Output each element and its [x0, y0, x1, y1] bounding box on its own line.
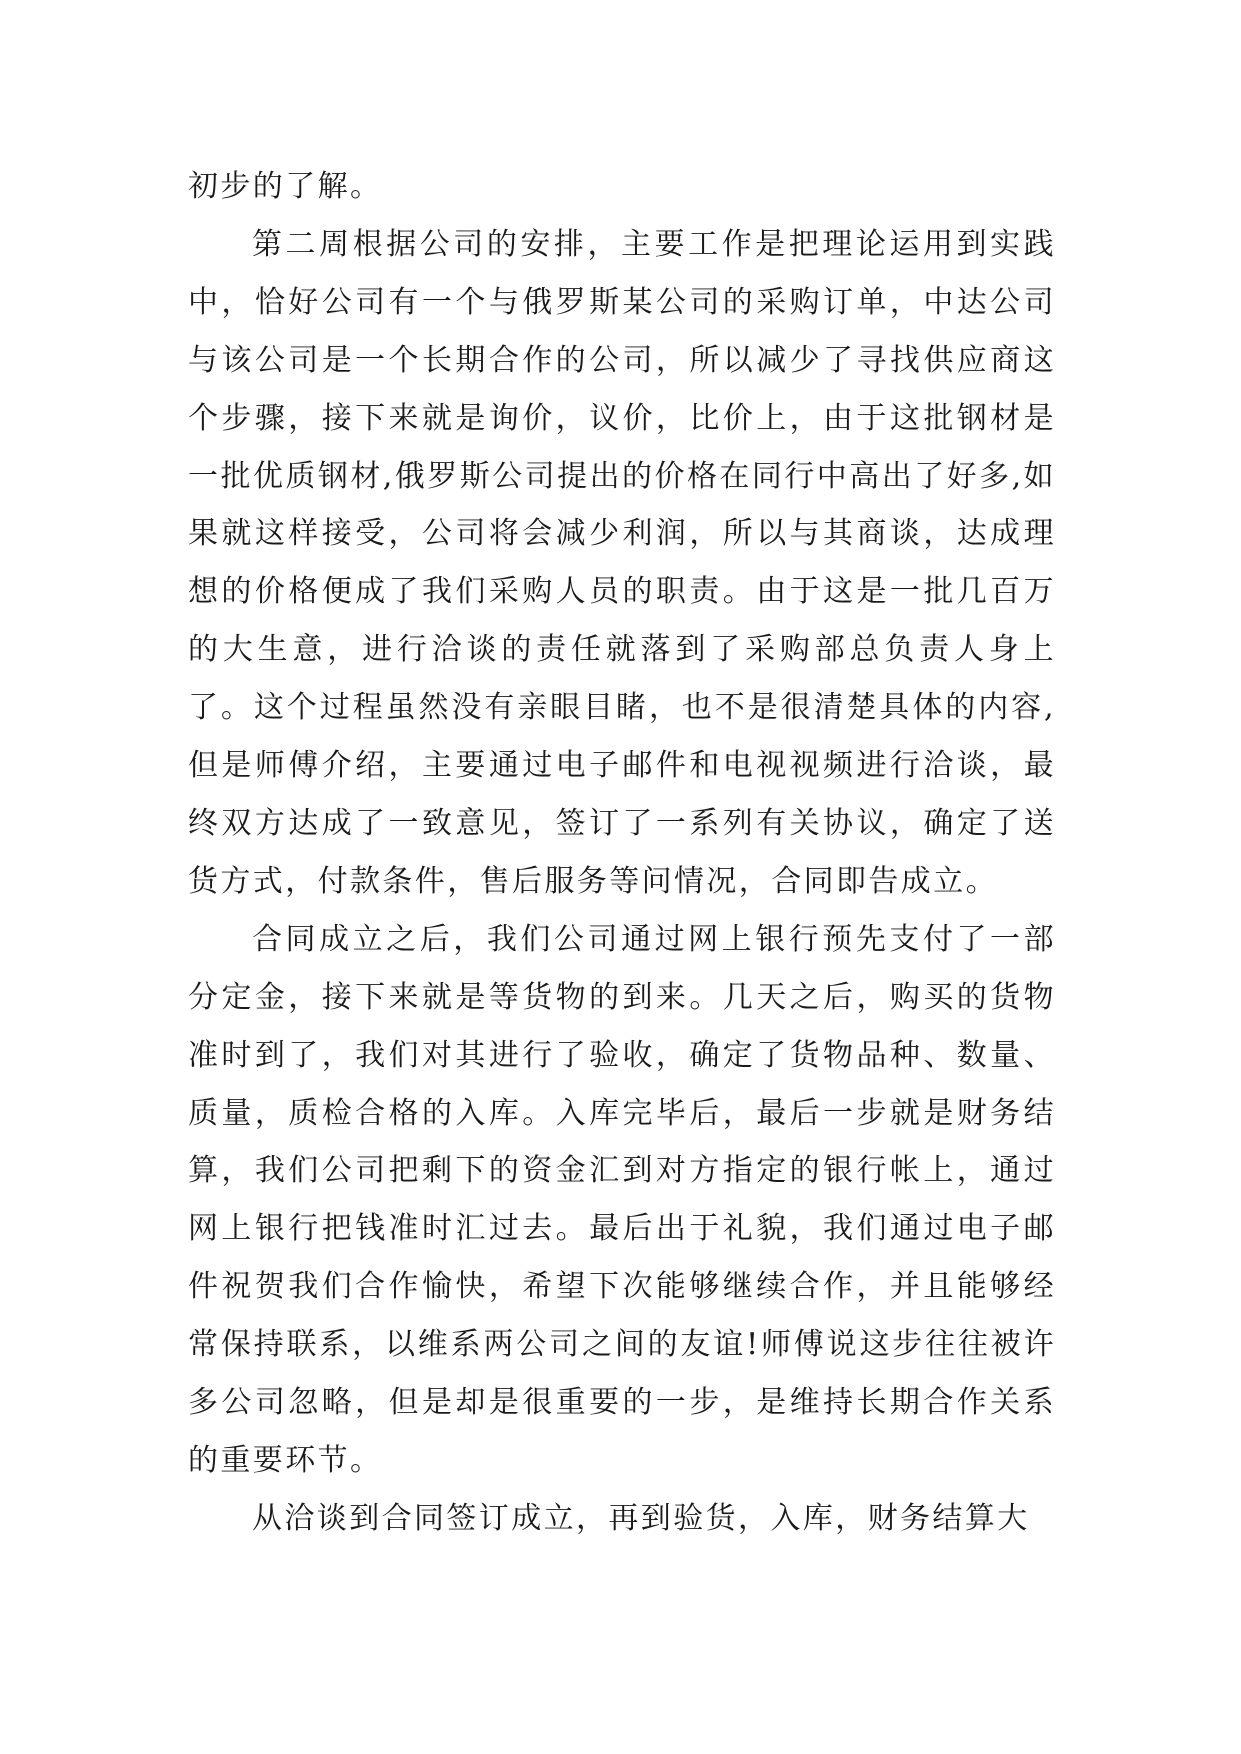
- paragraph-second-week: 第二周根据公司的安排，主要工作是把理论运用到实践中，恰好公司有一个与俄罗斯某公司的采购订单，中达公司与该公司是一个长期合作的公司，所以减少了寻找供应商这个步骤，接下来就是询价，议价，比价上，由于这批钢材是一批优质钢材,俄罗斯公司提出的价格在同行中高出了好多,如果就这样接受，公司将会减少利润，所以与其商谈，达成理想的价格便成了我们采购人员的职责。由于这是一批几百万的大生意，进行洽谈的责任就落到了采购部总负责人身上了。这个过程虽然没有亲眼目睹，也不是很清楚具体的内容,但是师傅介绍，主要通过电子邮件和电视视频进行洽谈，最终双方达成了一致意见，签订了一系列有关协议，确定了送货方式，付款条件，售后服务等问情况，合同即告成立。: [188, 226, 1056, 899]
- paragraph-continued: 初步的了解。: [188, 169, 383, 204]
- paragraph-after-contract: 合同成立之后，我们公司通过网上银行预先支付了一部分定金，接下来就是等货物的到来。几天之后，购买的货物准时到了，我们对其进行了验收，确定了货物品种、数量、质量，质检合格的入库。入库完毕后，最后一步就是财务结算，我们公司把剩下的资金汇到对方指定的银行帐上，通过网上银行把钱准时汇过去。最后出于礼貌，我们通过电子邮件祝贺我们合作愉快，希望下次能够继续合作，并且能够经常保持联系，以维系两公司之间的友谊!师傅说这步往往被许多公司忽略，但是却是很重要的一步，是维持长期合作关系的重要环节。: [188, 921, 1056, 1478]
- document-body: [188, 158, 1056, 1548]
- paragraph-from-negotiation: 从洽谈到合同签订成立，再到验货，入库，财务结算大: [252, 1500, 1030, 1536]
